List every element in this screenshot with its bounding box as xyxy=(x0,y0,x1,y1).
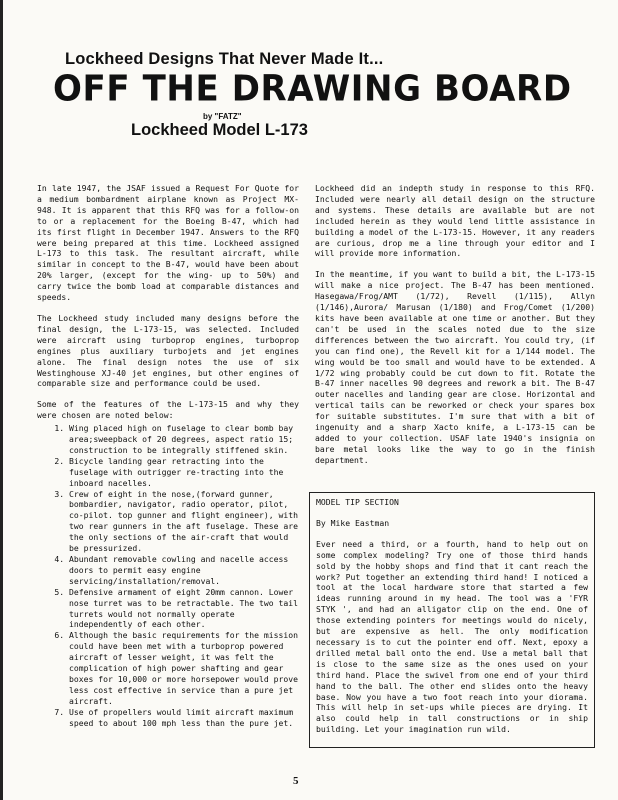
feature-item: 6. Although the basic requirements for the mission could have been met with a turboprop powered aircraft of lesser weight, it was felt the complication of high power shafting and gear boxes for 10,000 or more horsepower would prove less cost effective in service than a pure jet aircraft. xyxy=(69,630,299,706)
features-intro: Some of the features of the L-173-15 and why they were chosen are noted below: xyxy=(37,399,299,421)
model-build-paragraph: In the meantime, if you want to build a bit, the L-173-15 will make a nice project. The B-47 has been mentioned. Hasegawa/Frog/AMT (1/72), Revell (1/115), Allyn (1/146),Aurora/ Marusan (1/180) and Frog/Comet (1/200) kits have been available at one time or another. But they can't be used in the scales noted due to the size differences between the two aircraft. You could try, (if you can find one), the Revell kit for a 1/144 model. The wing would be too small and would have to be extended. A 1/72 wing probably could be cut down to fit. Rotate the B-47 inner nacelles 90 degrees and rework a bit. The B-47 outer nacelles and landing gear are close. Horizontal and vertical tails can be reworked or check your spares box for suitable substitutes. I'm sure that with a bit of ingenuity and a sharp Xacto knife, a L-173-15 can be added to your collection. USAF late 1940's insignia on bare metal looks like the way to go in the finish department. xyxy=(315,269,595,465)
intro-paragraph: In late 1947, the JSAF issued a Request For Quote for a medium bombardment airplane known as Project MX-948. It is apparent that this RFQ was for a follow-on to or a replacement for the Boeing B-47, which had its first flight in December 1947. Answers to the RFQ were being prepared at this time. Lockheed assigned L-173 to this task. The resultant aircraft, while similar in concept to the B-47, would have been about 20% larger, (except for the wing- up to 50%) and carry twice the bomb load at comparable distances and speeds. xyxy=(37,183,299,303)
feature-item: 1. Wing placed high on fuselage to clear bomb bay area;sweepback of 20 degrees, aspect ratio 15; construction to be integrally stiffened skin. xyxy=(69,423,299,456)
feature-item: 3. Crew of eight in the nose,(forward gunner, bombardier, navigator, radio operator, pilot, co-pilot. top gunner and flight engineer), with two rear gunners in the aft fuselage. These are the only sections of the air-craft that would be pressurized. xyxy=(69,489,299,554)
feature-item: 2. Bicycle landing gear retracting into the fuselage with outrigger re-tracting into the inboard nacelles. xyxy=(69,456,299,489)
left-column xyxy=(37,183,299,729)
feature-item: 7. Use of propellers would limit aircraft maximum speed to about 100 mph less than the pure jet. xyxy=(69,707,299,729)
model-title: Lockheed Model L-173 xyxy=(131,121,308,139)
feature-item: 5. Defensive armament of eight 20mm cannon. Lower nose turret was to be retractable. The two tail turrets would not normally operate independently of each other. xyxy=(69,587,299,631)
byline: by "FATZ" xyxy=(203,112,242,121)
tip-section-heading: MODEL TIP SECTION xyxy=(316,497,399,507)
study-detail-paragraph: Lockheed did an indepth study in response to this RFQ. Included were nearly all detail design on the structure and systems. These details are available but are not included herein as they would lend little assistance in building a model of the L-173-15. However, it any readers are curious, drop me a line through your editor and I will provide more information. xyxy=(315,183,595,259)
page-number: 5 xyxy=(293,775,299,787)
tip-author: By Mike Eastman xyxy=(316,517,390,528)
kicker-heading: Lockheed Designs That Never Made It... xyxy=(65,50,384,68)
feature-item: 4. Abundant removable cowling and nacelle access doors to permit easy engine servicing/installation/removal. xyxy=(69,554,299,587)
study-paragraph: The Lockheed study included many designs before the final design, the L-173-15, was selected. Included were aircraft using turboprop engines, turboprop engines plus auxiliary turbojets and jet engines alone. The final design notes the use of six Westinghouse XJ-40 jet engines, but other engines of comparable size and performance could be used. xyxy=(37,312,299,389)
features-list xyxy=(37,423,299,728)
right-column xyxy=(315,183,595,476)
tip-body: Ever need a third, or a fourth, hand to help out on some complex modeling? Try one of those third hands sold by the hobby shops and find that it cant reach the work? Put together an extending third hand! I noticed a tool at the local hardware store that started a few ideas running around in my head. The tool was a 'FYR STYK ', and had an alligator clip on the end. One of those extending pointers for meetings would do nicely, but are expensive as hell. The only modification necessary is to cut the pointer end off. Next, epoxy a drilled metal ball onto the end. Use a metal ball that is close to the same size as the ones used on your third hand. Place the swivel from one end of your third hand to the ball. The other end slides onto the heavy base. Now you have a two foot reach into your diorama. This will help in set-ups while pieces are drying. It also could help in tall constructions or in ship building. Let your imagination run wild. xyxy=(316,538,588,735)
model-tip-box xyxy=(309,492,595,748)
article-headline: OFF THE DRAWING BOARD xyxy=(53,68,572,110)
